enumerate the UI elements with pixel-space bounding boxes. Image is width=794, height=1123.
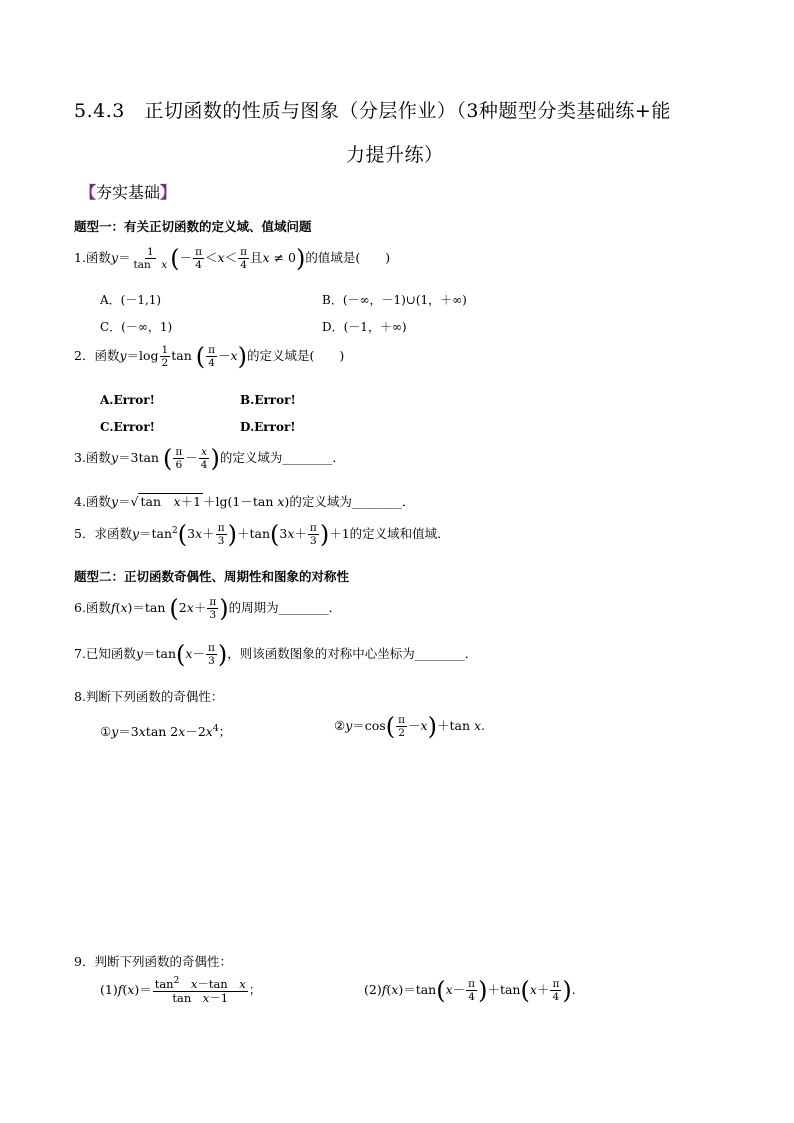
question-3 [74, 446, 345, 471]
question-1 [74, 246, 390, 271]
q8-part-1-mark: ① [100, 724, 112, 739]
q6-formula: f(x)＝tan (2x＋ $\frac{\pi}{3}$ ) [110, 594, 229, 623]
q6-prefix: 6.函数 [74, 600, 111, 616]
q1-option-b: B．(－∞，－1)∪(1，＋∞) [322, 293, 467, 307]
q1-option-d: D．(－1，＋∞) [322, 320, 407, 334]
title-line-2: 力提升练） [346, 144, 444, 166]
q2-suffix: 的定义域是( ) [246, 348, 345, 364]
q2-option-c: C.Error! [100, 420, 155, 434]
question-6 [74, 596, 341, 621]
q5-formula: $y=\tan^2(3x+$ $\frac{\pi}{3}$ )＋tan(3x＋ $\frac{\pi}{3}$ )＋1 [131, 520, 350, 549]
q4-formula: y＝√ tan x＋1 ＋lg(1－tan x) [110, 494, 290, 509]
q2-option-a: A.Error! [100, 393, 155, 407]
title-line-1: 5.4.3 正切函数的性质与图象（分层作业）（3种题型分类基础练+能 [74, 100, 671, 122]
q9-part-1-formula: f(x)＝ $\frac{\tan^2 x-\tan x}{\text{tan x－1}}$ ； [117, 976, 262, 1006]
q2-option-d: D.Error! [240, 420, 296, 434]
q8-part-2-mark: ② [334, 718, 346, 734]
q1-suffix: 的值域是( ) [305, 250, 391, 266]
question-9: 9．判断下列函数的奇偶性： [74, 954, 232, 969]
type1-header: 题型一：有关正切函数的定义域、值域问题 [74, 219, 312, 234]
q2-prefix: 2．函数 [74, 348, 120, 364]
q1-option-a: A．(－1,1) [100, 293, 162, 307]
q8-part-1-formula: y＝3xtan $2x-2x^4$； [111, 723, 232, 739]
q2-formula: y＝log $\frac{1}{2}$ tan ( $\frac{\pi}{4}$ －x) [119, 342, 247, 371]
q3-prefix: 3.函数 [74, 450, 111, 466]
q8-part-1 [100, 722, 231, 740]
question-7 [74, 642, 477, 667]
question-5 [74, 522, 450, 547]
q9-part-2-mark: (2) [364, 982, 382, 998]
question-4 [74, 492, 414, 510]
q5-prefix: 5．求函数 [74, 526, 132, 542]
q8-part-2-formula: y＝cos( $\frac{\pi}{2}$ －x)＋tan x. [345, 712, 486, 741]
q9-part-2 [364, 978, 576, 1003]
q7-suffix: ，则该函数图象的对称中心坐标为________． [227, 646, 478, 662]
type2-header: 题型二：正切函数奇偶性、周期性和图象的对称性 [74, 569, 350, 584]
q4-suffix: 的定义域为________． [289, 494, 415, 509]
section-heading [80, 180, 176, 203]
q2-option-b: B.Error! [240, 393, 296, 407]
question-8: 8.判断下列函数的奇偶性： [74, 689, 224, 704]
question-2 [74, 344, 344, 369]
q6-suffix: 的周期为________． [228, 600, 342, 616]
q9-part-2-formula: f(x)＝tan(x－ $\frac{\pi}{4}$ )＋tan(x＋ $\frac{\pi}{4}$ ). [381, 976, 576, 1005]
section-bracket-open: 【 [80, 183, 97, 202]
q3-formula: y＝3tan ( $\frac{\pi}{6}$ － $\frac{x}{4}$ ) [110, 444, 220, 473]
section-bracket-close: 】 [160, 183, 177, 202]
q1-prefix: 1.函数 [74, 250, 111, 266]
q7-prefix: 7.已知函数 [74, 646, 136, 662]
section-label: 夯实基础 [96, 183, 161, 202]
q7-formula: y＝tan(x－ $\frac{\pi}{3}$ ) [135, 640, 228, 669]
q1-option-c: C．(－∞，1) [100, 320, 173, 334]
q9-part-1-mark: (1) [100, 982, 118, 998]
q9-part-1 [100, 976, 261, 1005]
q5-suffix: 的定义域和值域． [349, 526, 450, 542]
q8-part-2 [334, 714, 485, 739]
q3-suffix: 的定义域为________． [219, 450, 345, 466]
q1-formula: y＝ $\frac{1}{\text{tan x}}$ (－ $\frac{\pi}{4}$ ＜x＜ $\frac{\pi}{4}$ 且x ≠ 0) [110, 244, 306, 273]
q4-prefix: 4.函数 [74, 494, 111, 509]
